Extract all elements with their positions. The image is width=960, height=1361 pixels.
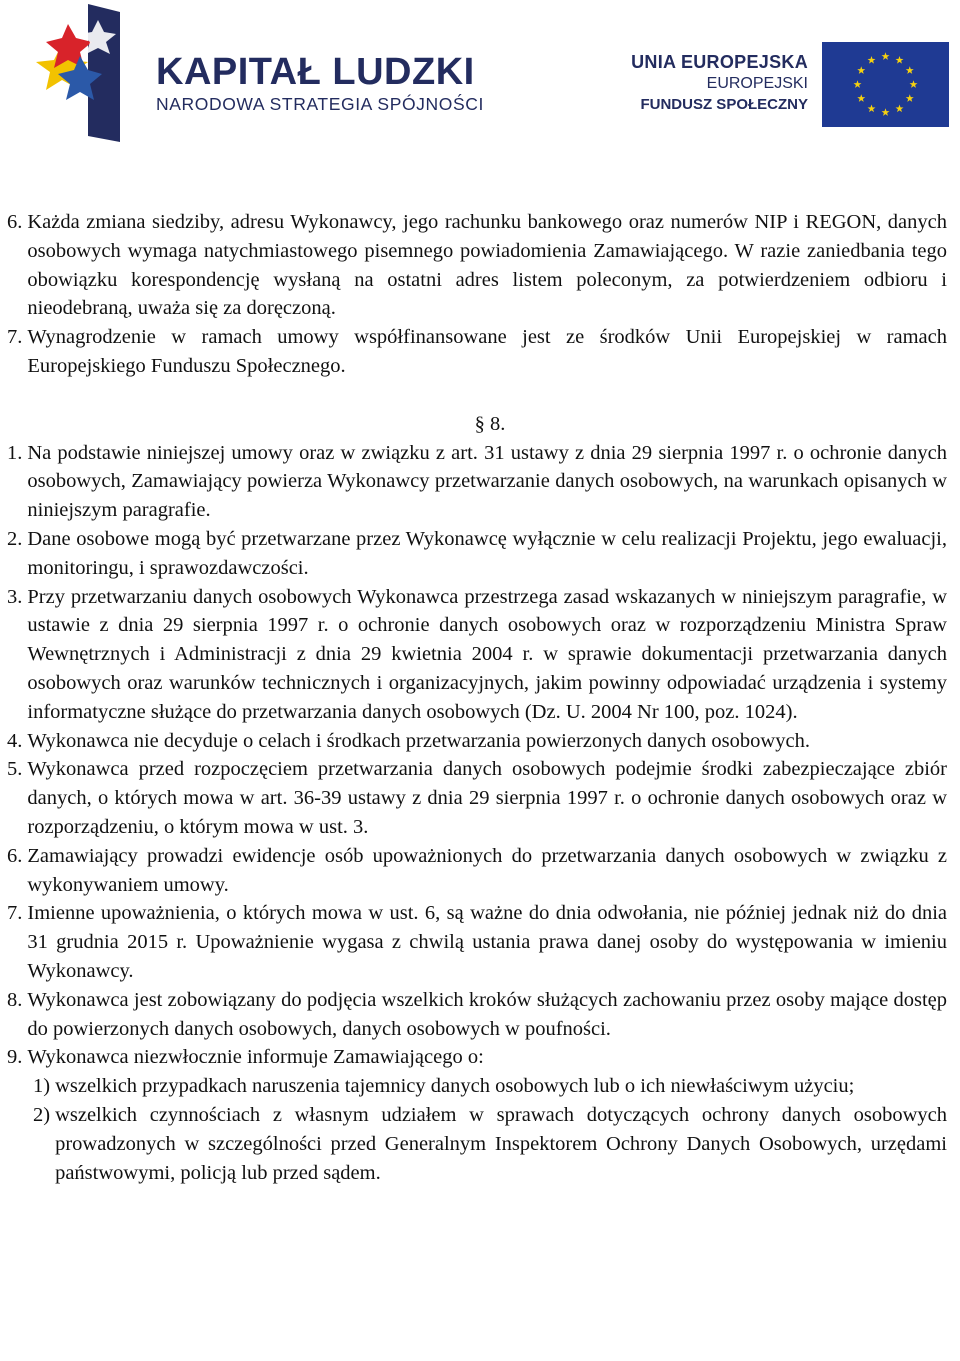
paragraph-text: Wynagrodzenie w ramach umowy współfinansowane jest ze środków Unii Europejskiej w ramach Europejskiego Funduszu Społecznego. [27,326,947,377]
section-8-item-4 [7,727,947,756]
item-number: 8. [7,988,23,1011]
item-text: Imienne upoważnienia, o których mowa w ust. 6, są ważne do dnia odwołania, nie później jednak niż do dnia 31 grudnia 2015 r. Upoważnienie wygasa z chwilą ustania prawa danej osoby do występowania w imieniu Wykonawcy. [27,902,947,982]
item-number: 2. [7,527,23,550]
section-8-item-2 [7,525,947,583]
item-text: Wykonawca nie decyduje o celach i środkach przetwarzania powierzonych danych osobowych. [27,729,810,752]
item-number: 7. [7,902,23,925]
kl-title: KAPITAŁ LUDZKI [156,51,475,93]
sub-item-text: wszelkich czynnościach z własnym udziałem w sprawach dotyczących ochrony danych osobowych prowadzonych w szczególności przed Generalnym Inspektorem Ochrony Danych Osobowych, urzędami państwowymi, policją lub przed sądem. [55,1103,947,1184]
paragraph-number: 7. [7,326,23,349]
item-number: 6. [7,844,23,867]
ue-line1: UNIA EUROPEJSKA [631,52,808,72]
section-8-item-9-sub-1 [7,1072,947,1101]
kapital-ludzki-star-logo-icon [28,4,124,144]
paragraph-7 [7,323,947,381]
section-8-item-3 [7,583,947,727]
section-heading: § 8. [474,412,506,435]
sub-item-number: 1) [33,1075,51,1098]
eu-flag-icon [822,42,949,127]
paragraph-text: Każda zmiana siedziby, adresu Wykonawcy, jego rachunku bankowego oraz numerów NIP i REGON, danych osobowych wymaga natychmiastowego pisemnego powiadomienia Zamawiającego. W razie zaniedbania tego obowiązku korespondencję wysłaną na ostatni adres listem poleconym, za potwierdzeniem odbioru i nieodebraną, uważa się za doręczoną. [27,211,947,320]
ue-line2: EUROPEJSKI [706,75,808,92]
item-number: 5. [7,758,23,781]
section-8-item-9-sub-2 [7,1101,947,1187]
section-8-item-8 [7,986,947,1044]
item-text: Wykonawca jest zobowiązany do podjęcia wszelkich kroków służących zachowaniu przez osoby mające dostęp do powierzonych danych osobowych, danych osobowych w poufności. [27,988,947,1040]
kapital-ludzki-wordmark [156,52,484,116]
item-text: Wykonawca przed rozpoczęciem przetwarzania danych osobowych podejmie środki zabezpieczające zbiór danych, o których mowa w art. 36-39 ustawy z dnia 29 sierpnia 1997 r. o ochronie danych osobowych oraz w rozporządzeniu, o którym mowa w ust. 3. [27,758,947,838]
item-text: Przy przetwarzaniu danych osobowych Wykonawca przestrzega zasad wskazanych w niniejszym paragrafie, w ustawie z dnia 29 sierpnia 1997 r. o ochronie danych osobowych oraz w rozporządzeniu Ministra Spraw Wewnętrznych i Administracji z dnia 29 kwietnia 2004 r. w sprawie dokumentacji przetwarzania danych osobowych oraz warunków technicznych i organizacyjnych, jakim powinny odpowiadać urządzenia i systemy informatyczne służące do przetwarzania danych osobowych (Dz. U. 2004 Nr 100, poz. 1024). [27,585,947,723]
paragraph-6 [7,208,947,323]
page-header [0,0,960,160]
section-8-item-5 [7,755,947,841]
sub-item-text: wszelkich przypadkach naruszenia tajemnicy danych osobowych lub o ich niewłaściwym użyciu; [55,1075,855,1098]
section-8-item-6 [7,842,947,900]
section-8-item-1 [7,439,947,525]
item-number: 9. [7,1046,23,1069]
item-number: 1. [7,441,23,464]
ue-line3: FUNDUSZ SPOŁECZNY [640,96,808,113]
paragraph-number: 6. [7,211,23,233]
sub-item-number: 2) [33,1103,51,1126]
item-text: Zamawiający prowadzi ewidencje osób upoważnionych do przetwarzania danych osobowych w związku z wykonywaniem umowy. [27,844,947,896]
item-text: Dane osobowe mogą być przetwarzane przez Wykonawcę wyłącznie w celu realizacji Projektu, jego ewaluacji, monitoringu, i sprawozdawczości. [27,527,947,579]
item-text: Na podstawie niniejszej umowy oraz w związku z art. 31 ustawy z dnia 29 sierpnia 1997 r. o ochronie danych osobowych, Zamawiający powierza Wykonawcy przetwarzanie danych osobowych, na warunkach opisanych w niniejszym paragrafie. [27,441,947,522]
eu-fund-wordmark [631,52,808,115]
section-8-item-7 [7,899,947,985]
item-number: 3. [7,585,23,608]
section-8-item-9 [7,1043,947,1072]
item-number: 4. [7,729,23,752]
document-body [7,208,947,1187]
kl-subtitle: NARODOWA STRATEGIA SPÓJNOŚCI [156,94,484,114]
item-text: Wykonawca niezwłocznie informuje Zamawiającego o: [27,1046,484,1069]
